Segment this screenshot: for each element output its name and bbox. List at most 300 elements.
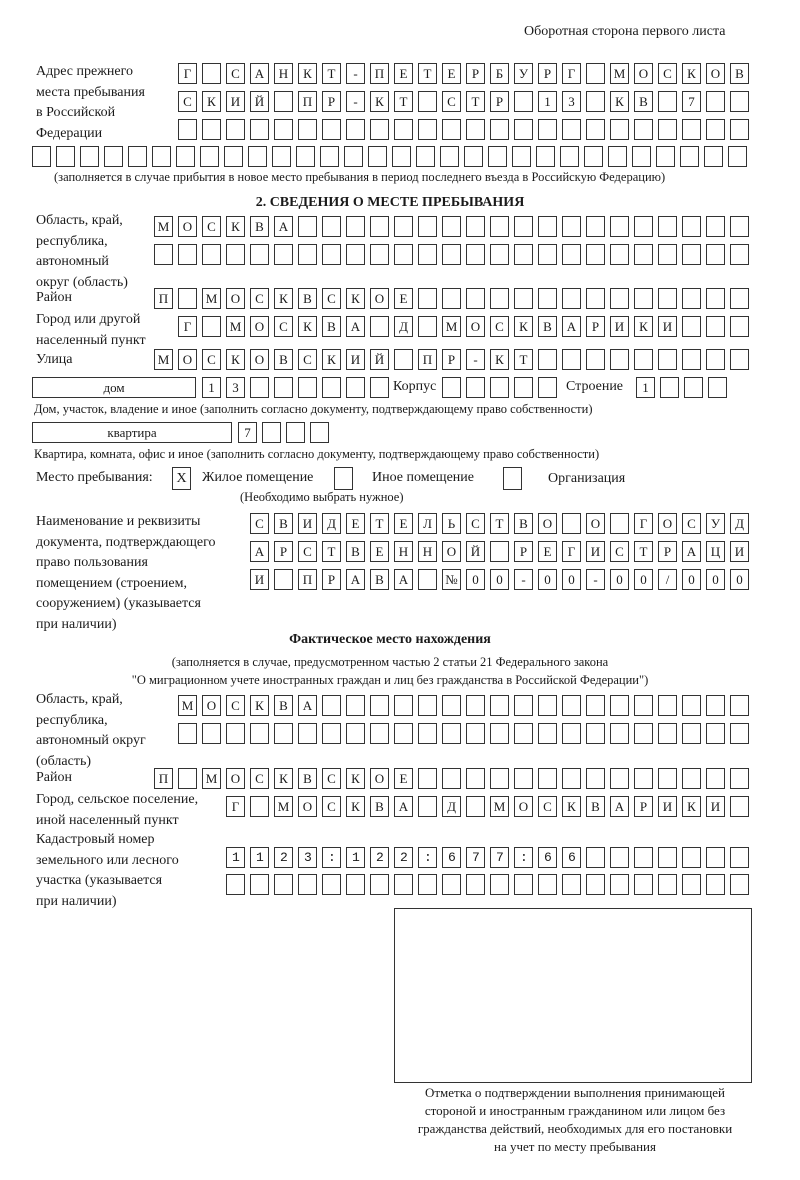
character-cell[interactable] xyxy=(370,723,389,744)
character-cell[interactable] xyxy=(706,874,725,895)
character-cell[interactable]: Л xyxy=(418,513,437,534)
character-cell[interactable] xyxy=(262,422,281,443)
character-cell[interactable] xyxy=(586,63,605,84)
character-cell[interactable] xyxy=(562,768,581,789)
character-cell[interactable] xyxy=(442,768,461,789)
character-cell[interactable] xyxy=(538,874,557,895)
character-cell[interactable]: 0 xyxy=(706,569,725,590)
character-cell[interactable] xyxy=(200,146,219,167)
character-cell[interactable]: Й xyxy=(250,91,269,112)
character-cell[interactable] xyxy=(274,377,293,398)
character-cell[interactable] xyxy=(346,216,365,237)
character-cell[interactable]: С xyxy=(490,316,509,337)
character-cell[interactable] xyxy=(730,796,749,817)
character-cell[interactable] xyxy=(322,874,341,895)
character-cell[interactable] xyxy=(658,847,677,868)
character-cell[interactable]: М xyxy=(154,216,173,237)
character-cell[interactable]: К xyxy=(490,349,509,370)
character-cell[interactable]: С xyxy=(202,349,221,370)
character-cell[interactable] xyxy=(490,541,509,562)
character-cell[interactable] xyxy=(610,513,629,534)
character-cell[interactable] xyxy=(298,244,317,265)
character-cell[interactable] xyxy=(514,768,533,789)
character-cell[interactable]: Р xyxy=(658,541,677,562)
character-cell[interactable] xyxy=(658,288,677,309)
character-cell[interactable]: О xyxy=(370,288,389,309)
character-cell[interactable]: Д xyxy=(322,513,341,534)
character-cell[interactable] xyxy=(538,723,557,744)
character-cell[interactable] xyxy=(296,146,315,167)
character-cell[interactable]: Е xyxy=(538,541,557,562)
character-cell[interactable]: О xyxy=(466,316,485,337)
character-cell[interactable]: С xyxy=(322,796,341,817)
character-cell[interactable] xyxy=(418,316,437,337)
character-cell[interactable] xyxy=(346,119,365,140)
character-cell[interactable] xyxy=(538,288,557,309)
character-cell[interactable] xyxy=(298,377,317,398)
character-cell[interactable] xyxy=(466,796,485,817)
character-cell[interactable] xyxy=(658,244,677,265)
character-cell[interactable]: 0 xyxy=(490,569,509,590)
character-cell[interactable] xyxy=(320,146,339,167)
character-cell[interactable] xyxy=(708,377,727,398)
character-cell[interactable]: В xyxy=(370,796,389,817)
checkbox-residential[interactable]: X xyxy=(172,467,191,490)
character-cell[interactable]: Р xyxy=(586,316,605,337)
character-cell[interactable]: 3 xyxy=(226,377,245,398)
character-cell[interactable]: 7 xyxy=(238,422,257,443)
character-cell[interactable]: В xyxy=(274,695,293,716)
character-cell[interactable] xyxy=(634,695,653,716)
character-cell[interactable]: К xyxy=(610,91,629,112)
character-cell[interactable] xyxy=(562,349,581,370)
character-cell[interactable]: В xyxy=(586,796,605,817)
character-cell[interactable] xyxy=(682,768,701,789)
character-cell[interactable] xyxy=(562,513,581,534)
character-cell[interactable]: / xyxy=(658,569,677,590)
character-cell[interactable] xyxy=(466,723,485,744)
character-cell[interactable]: А xyxy=(346,569,365,590)
character-cell[interactable] xyxy=(464,146,483,167)
character-cell[interactable] xyxy=(658,768,677,789)
character-cell[interactable] xyxy=(512,146,531,167)
character-cell[interactable] xyxy=(370,874,389,895)
character-cell[interactable] xyxy=(440,146,459,167)
character-cell[interactable] xyxy=(466,288,485,309)
character-cell[interactable] xyxy=(656,146,675,167)
character-cell[interactable] xyxy=(418,288,437,309)
character-cell[interactable] xyxy=(660,377,679,398)
character-cell[interactable] xyxy=(586,288,605,309)
character-cell[interactable] xyxy=(610,244,629,265)
character-cell[interactable]: М xyxy=(490,796,509,817)
character-cell[interactable] xyxy=(202,723,221,744)
character-cell[interactable]: Т xyxy=(418,63,437,84)
character-cell[interactable] xyxy=(704,146,723,167)
character-cell[interactable]: К xyxy=(346,796,365,817)
character-cell[interactable]: Р xyxy=(322,569,341,590)
character-cell[interactable]: Й xyxy=(370,349,389,370)
character-cell[interactable]: О xyxy=(538,513,557,534)
character-cell[interactable] xyxy=(310,422,329,443)
character-cell[interactable] xyxy=(466,119,485,140)
character-cell[interactable] xyxy=(682,316,701,337)
character-cell[interactable] xyxy=(286,422,305,443)
character-cell[interactable] xyxy=(346,244,365,265)
character-cell[interactable]: В xyxy=(538,316,557,337)
character-cell[interactable]: О xyxy=(514,796,533,817)
character-cell[interactable]: И xyxy=(586,541,605,562)
character-cell[interactable]: К xyxy=(346,768,365,789)
character-cell[interactable] xyxy=(442,695,461,716)
character-cell[interactable] xyxy=(322,216,341,237)
character-cell[interactable] xyxy=(370,316,389,337)
character-cell[interactable] xyxy=(274,119,293,140)
character-cell[interactable] xyxy=(418,723,437,744)
character-cell[interactable]: В xyxy=(322,316,341,337)
character-cell[interactable]: П xyxy=(298,569,317,590)
character-cell[interactable]: О xyxy=(442,541,461,562)
character-cell[interactable]: Г xyxy=(226,796,245,817)
character-cell[interactable] xyxy=(634,119,653,140)
character-cell[interactable]: К xyxy=(298,316,317,337)
checkbox-other-premises[interactable] xyxy=(334,467,353,490)
character-cell[interactable] xyxy=(682,244,701,265)
character-cell[interactable] xyxy=(418,569,437,590)
character-cell[interactable]: 0 xyxy=(730,569,749,590)
character-cell[interactable]: С xyxy=(322,288,341,309)
character-cell[interactable]: Т xyxy=(394,91,413,112)
character-cell[interactable] xyxy=(418,768,437,789)
character-cell[interactable] xyxy=(370,695,389,716)
character-cell[interactable] xyxy=(250,244,269,265)
character-cell[interactable] xyxy=(730,349,749,370)
character-cell[interactable] xyxy=(634,216,653,237)
character-cell[interactable]: О xyxy=(250,349,269,370)
character-cell[interactable] xyxy=(730,244,749,265)
character-cell[interactable] xyxy=(488,146,507,167)
character-cell[interactable] xyxy=(562,874,581,895)
character-cell[interactable]: К xyxy=(250,695,269,716)
character-cell[interactable] xyxy=(706,119,725,140)
character-cell[interactable] xyxy=(490,874,509,895)
character-cell[interactable]: Е xyxy=(394,768,413,789)
character-cell[interactable] xyxy=(466,216,485,237)
character-cell[interactable] xyxy=(514,695,533,716)
character-cell[interactable] xyxy=(586,874,605,895)
character-cell[interactable] xyxy=(658,723,677,744)
character-cell[interactable] xyxy=(610,695,629,716)
character-cell[interactable] xyxy=(610,119,629,140)
character-cell[interactable] xyxy=(730,316,749,337)
character-cell[interactable] xyxy=(706,768,725,789)
character-cell[interactable] xyxy=(274,874,293,895)
character-cell[interactable] xyxy=(514,91,533,112)
character-cell[interactable] xyxy=(224,146,243,167)
character-cell[interactable]: М xyxy=(610,63,629,84)
character-cell[interactable]: Й xyxy=(466,541,485,562)
character-cell[interactable]: О xyxy=(202,695,221,716)
character-cell[interactable]: Е xyxy=(370,541,389,562)
character-cell[interactable] xyxy=(610,288,629,309)
character-cell[interactable]: Е xyxy=(394,63,413,84)
character-cell[interactable]: О xyxy=(634,63,653,84)
character-cell[interactable] xyxy=(178,119,197,140)
character-cell[interactable] xyxy=(32,146,51,167)
character-cell[interactable] xyxy=(128,146,147,167)
character-cell[interactable] xyxy=(730,874,749,895)
character-cell[interactable]: 0 xyxy=(610,569,629,590)
character-cell[interactable] xyxy=(610,349,629,370)
character-cell[interactable] xyxy=(490,244,509,265)
character-cell[interactable] xyxy=(226,244,245,265)
character-cell[interactable] xyxy=(346,377,365,398)
character-cell[interactable] xyxy=(706,316,725,337)
character-cell[interactable]: С xyxy=(250,768,269,789)
character-cell[interactable]: Р xyxy=(538,63,557,84)
character-cell[interactable] xyxy=(298,723,317,744)
character-cell[interactable] xyxy=(442,874,461,895)
character-cell[interactable]: И xyxy=(730,541,749,562)
character-cell[interactable]: С xyxy=(538,796,557,817)
character-cell[interactable] xyxy=(370,216,389,237)
character-cell[interactable]: Р xyxy=(442,349,461,370)
character-cell[interactable]: 0 xyxy=(682,569,701,590)
character-cell[interactable]: У xyxy=(514,63,533,84)
character-cell[interactable]: С xyxy=(298,349,317,370)
character-cell[interactable]: К xyxy=(322,349,341,370)
character-cell[interactable] xyxy=(274,723,293,744)
character-cell[interactable] xyxy=(586,349,605,370)
character-cell[interactable]: К xyxy=(682,796,701,817)
character-cell[interactable]: А xyxy=(394,569,413,590)
character-cell[interactable]: К xyxy=(634,316,653,337)
character-cell[interactable]: Н xyxy=(394,541,413,562)
character-cell[interactable] xyxy=(634,768,653,789)
character-cell[interactable] xyxy=(586,723,605,744)
character-cell[interactable]: Р xyxy=(634,796,653,817)
character-cell[interactable]: 0 xyxy=(634,569,653,590)
character-cell[interactable]: В xyxy=(370,569,389,590)
character-cell[interactable]: П xyxy=(154,768,173,789)
character-cell[interactable] xyxy=(682,847,701,868)
character-cell[interactable] xyxy=(706,244,725,265)
character-cell[interactable] xyxy=(586,91,605,112)
character-cell[interactable]: О xyxy=(178,349,197,370)
character-cell[interactable]: 3 xyxy=(562,91,581,112)
character-cell[interactable]: Т xyxy=(370,513,389,534)
character-cell[interactable]: В xyxy=(274,513,293,534)
character-cell[interactable]: В xyxy=(250,216,269,237)
character-cell[interactable] xyxy=(346,695,365,716)
character-cell[interactable]: Р xyxy=(466,63,485,84)
character-cell[interactable]: Т xyxy=(634,541,653,562)
character-cell[interactable]: Ц xyxy=(706,541,725,562)
character-cell[interactable] xyxy=(706,91,725,112)
character-cell[interactable]: В xyxy=(730,63,749,84)
character-cell[interactable] xyxy=(178,288,197,309)
house-type-field[interactable]: дом xyxy=(32,377,196,398)
character-cell[interactable] xyxy=(610,723,629,744)
character-cell[interactable] xyxy=(684,377,703,398)
character-cell[interactable]: О xyxy=(298,796,317,817)
character-cell[interactable]: Р xyxy=(514,541,533,562)
character-cell[interactable] xyxy=(394,244,413,265)
character-cell[interactable] xyxy=(514,119,533,140)
character-cell[interactable]: К xyxy=(202,91,221,112)
character-cell[interactable]: Б xyxy=(490,63,509,84)
character-cell[interactable]: С xyxy=(610,541,629,562)
character-cell[interactable]: И xyxy=(706,796,725,817)
character-cell[interactable] xyxy=(490,695,509,716)
character-cell[interactable]: О xyxy=(370,768,389,789)
character-cell[interactable] xyxy=(490,723,509,744)
character-cell[interactable] xyxy=(706,723,725,744)
character-cell[interactable] xyxy=(322,244,341,265)
character-cell[interactable] xyxy=(418,874,437,895)
character-cell[interactable]: В xyxy=(634,91,653,112)
character-cell[interactable]: К xyxy=(274,288,293,309)
character-cell[interactable]: С xyxy=(202,216,221,237)
character-cell[interactable]: Т xyxy=(490,513,509,534)
character-cell[interactable] xyxy=(586,768,605,789)
character-cell[interactable]: И xyxy=(250,569,269,590)
character-cell[interactable] xyxy=(706,847,725,868)
character-cell[interactable]: И xyxy=(226,91,245,112)
character-cell[interactable]: Т xyxy=(514,349,533,370)
character-cell[interactable]: А xyxy=(250,541,269,562)
character-cell[interactable]: Ь xyxy=(442,513,461,534)
character-cell[interactable]: В xyxy=(274,349,293,370)
character-cell[interactable] xyxy=(298,216,317,237)
character-cell[interactable]: 7 xyxy=(682,91,701,112)
character-cell[interactable] xyxy=(658,216,677,237)
character-cell[interactable] xyxy=(442,723,461,744)
character-cell[interactable]: К xyxy=(370,91,389,112)
character-cell[interactable] xyxy=(322,377,341,398)
character-cell[interactable]: М xyxy=(442,316,461,337)
character-cell[interactable] xyxy=(706,288,725,309)
character-cell[interactable] xyxy=(538,695,557,716)
character-cell[interactable] xyxy=(370,119,389,140)
character-cell[interactable] xyxy=(250,796,269,817)
character-cell[interactable] xyxy=(202,63,221,84)
character-cell[interactable] xyxy=(466,244,485,265)
character-cell[interactable] xyxy=(730,723,749,744)
character-cell[interactable]: В xyxy=(298,768,317,789)
character-cell[interactable]: К xyxy=(226,349,245,370)
character-cell[interactable] xyxy=(442,216,461,237)
character-cell[interactable] xyxy=(250,119,269,140)
character-cell[interactable]: 1 xyxy=(538,91,557,112)
character-cell[interactable]: И xyxy=(610,316,629,337)
character-cell[interactable] xyxy=(466,874,485,895)
character-cell[interactable]: И xyxy=(658,796,677,817)
character-cell[interactable] xyxy=(562,723,581,744)
character-cell[interactable] xyxy=(538,349,557,370)
character-cell[interactable] xyxy=(658,874,677,895)
character-cell[interactable]: А xyxy=(610,796,629,817)
character-cell[interactable] xyxy=(466,377,485,398)
character-cell[interactable] xyxy=(394,119,413,140)
character-cell[interactable]: М xyxy=(154,349,173,370)
character-cell[interactable]: С xyxy=(658,63,677,84)
character-cell[interactable] xyxy=(514,377,533,398)
character-cell[interactable]: Г xyxy=(634,513,653,534)
character-cell[interactable]: К xyxy=(514,316,533,337)
character-cell[interactable] xyxy=(586,695,605,716)
character-cell[interactable] xyxy=(562,288,581,309)
character-cell[interactable]: С xyxy=(274,316,293,337)
character-cell[interactable] xyxy=(682,119,701,140)
character-cell[interactable] xyxy=(610,768,629,789)
character-cell[interactable]: Е xyxy=(394,288,413,309)
character-cell[interactable] xyxy=(514,874,533,895)
character-cell[interactable] xyxy=(178,768,197,789)
character-cell[interactable] xyxy=(346,723,365,744)
character-cell[interactable] xyxy=(682,349,701,370)
character-cell[interactable]: 1 xyxy=(202,377,221,398)
character-cell[interactable]: Т xyxy=(322,541,341,562)
character-cell[interactable]: П xyxy=(298,91,317,112)
character-cell[interactable] xyxy=(392,146,411,167)
character-cell[interactable] xyxy=(442,119,461,140)
character-cell[interactable] xyxy=(178,723,197,744)
character-cell[interactable] xyxy=(416,146,435,167)
character-cell[interactable] xyxy=(298,119,317,140)
character-cell[interactable] xyxy=(562,695,581,716)
character-cell[interactable] xyxy=(562,216,581,237)
character-cell[interactable] xyxy=(730,768,749,789)
character-cell[interactable] xyxy=(370,377,389,398)
character-cell[interactable] xyxy=(584,146,603,167)
character-cell[interactable]: С xyxy=(250,288,269,309)
character-cell[interactable] xyxy=(730,119,749,140)
character-cell[interactable]: М xyxy=(202,288,221,309)
character-cell[interactable]: С xyxy=(322,768,341,789)
character-cell[interactable] xyxy=(514,288,533,309)
character-cell[interactable] xyxy=(490,119,509,140)
character-cell[interactable] xyxy=(682,874,701,895)
character-cell[interactable] xyxy=(728,146,747,167)
character-cell[interactable] xyxy=(322,119,341,140)
character-cell[interactable] xyxy=(490,377,509,398)
character-cell[interactable] xyxy=(442,377,461,398)
character-cell[interactable]: М xyxy=(226,316,245,337)
character-cell[interactable] xyxy=(202,119,221,140)
character-cell[interactable]: О xyxy=(658,513,677,534)
character-cell[interactable] xyxy=(344,146,363,167)
character-cell[interactable] xyxy=(562,119,581,140)
character-cell[interactable]: Д xyxy=(394,316,413,337)
character-cell[interactable] xyxy=(274,244,293,265)
character-cell[interactable]: О xyxy=(226,288,245,309)
character-cell[interactable]: П xyxy=(370,63,389,84)
character-cell[interactable] xyxy=(706,216,725,237)
character-cell[interactable] xyxy=(442,244,461,265)
character-cell[interactable]: С xyxy=(250,513,269,534)
character-cell[interactable] xyxy=(368,146,387,167)
character-cell[interactable] xyxy=(514,216,533,237)
character-cell[interactable] xyxy=(610,847,629,868)
character-cell[interactable] xyxy=(658,119,677,140)
character-cell[interactable] xyxy=(394,723,413,744)
character-cell[interactable] xyxy=(682,695,701,716)
character-cell[interactable]: М xyxy=(274,796,293,817)
character-cell[interactable]: С xyxy=(226,63,245,84)
character-cell[interactable] xyxy=(562,244,581,265)
character-cell[interactable]: 0 xyxy=(538,569,557,590)
